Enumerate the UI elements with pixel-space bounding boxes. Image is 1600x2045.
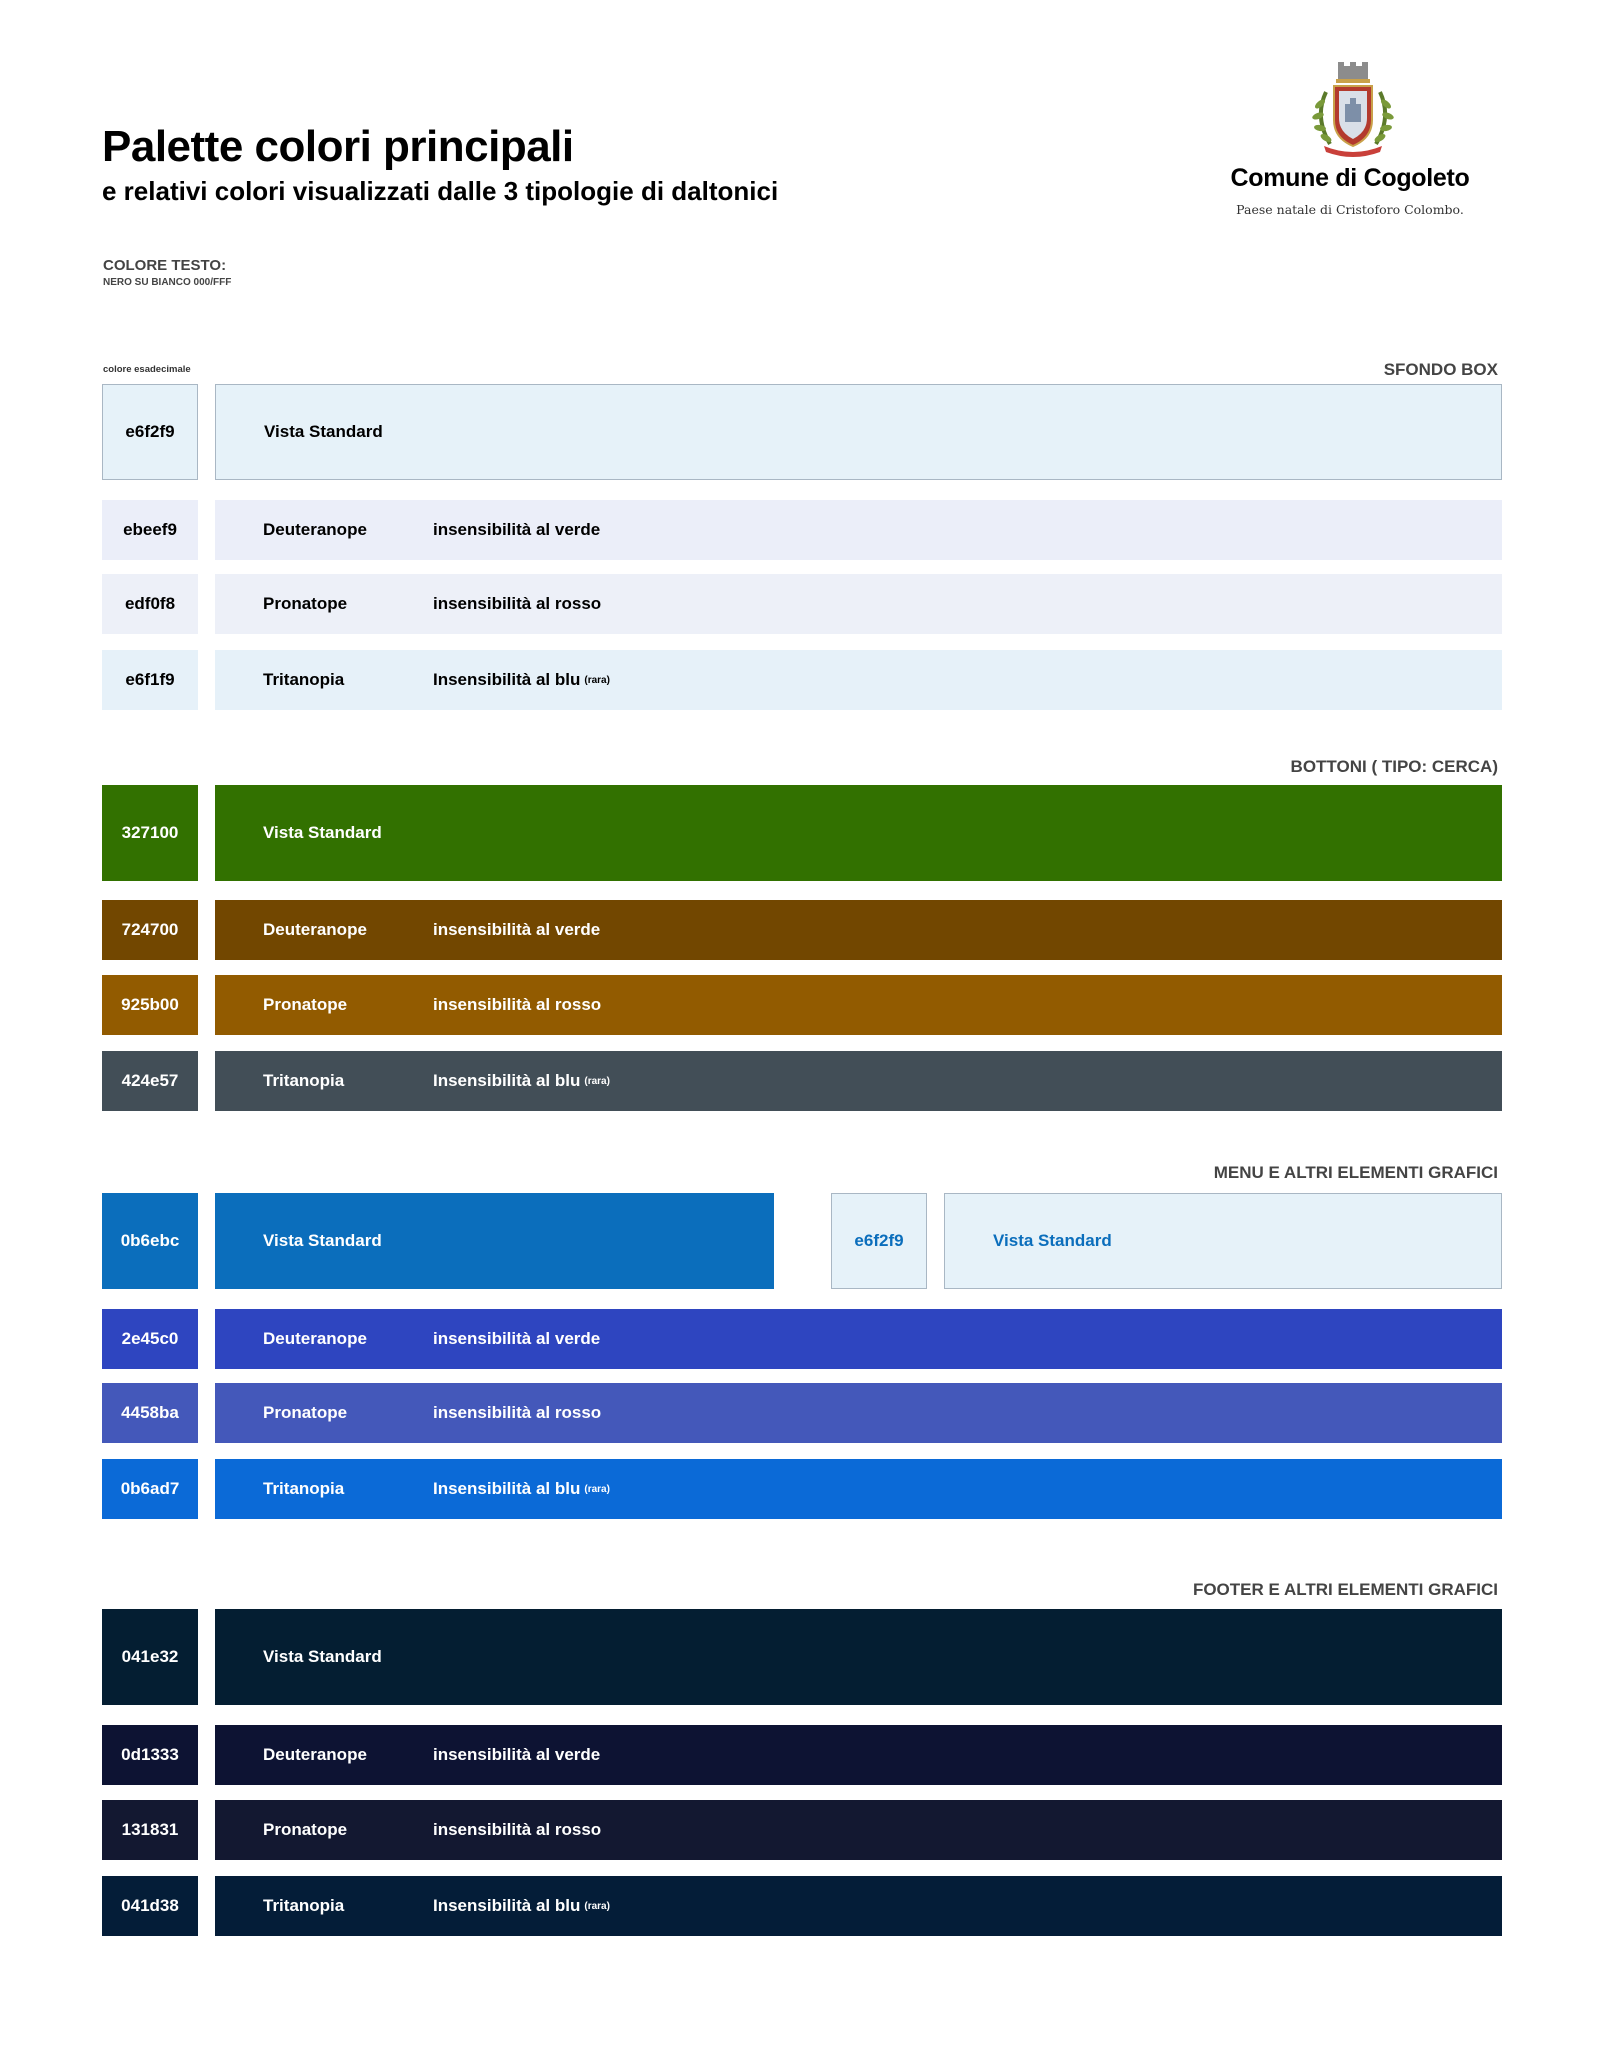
vision-label: Vista Standard (264, 422, 383, 441)
hex-code: 327100 (121, 823, 179, 842)
hex-code: 925b00 (121, 995, 179, 1014)
color-bar-footer-deuteranope (215, 1725, 1502, 1785)
color-bar-menu-tritanopia (215, 1459, 1502, 1519)
insensitivity-description (433, 520, 600, 540)
description-text: insensibilità al verde (433, 1329, 601, 1348)
vision-label: Vista Standard (993, 1231, 1112, 1250)
hex-code: 424e57 (121, 1071, 179, 1090)
org-tagline: Paese natale di Cristoforo Colombo. (1236, 202, 1464, 217)
hex-swatch-menu-extra (831, 1193, 927, 1289)
hex-code: 2e45c0 (121, 1329, 179, 1348)
insensitivity-description (433, 920, 600, 940)
vision-label: Vista Standard (263, 823, 382, 842)
color-bar-menu-pronatope (215, 1383, 1502, 1443)
hex-swatch-bottoni-tritanopia (102, 1051, 198, 1111)
description-text: insensibilità al rosso (433, 995, 602, 1014)
hex-swatch-menu-standard (102, 1193, 198, 1289)
hex-swatch-sfondo-deuteranope (102, 500, 198, 560)
vision-label: Tritanopia (263, 1479, 345, 1498)
insensitivity-description (433, 1820, 601, 1840)
vision-label: Tritanopia (263, 1896, 345, 1915)
hex-swatch-menu-deuteranope (102, 1309, 198, 1369)
hex-code: 724700 (121, 920, 179, 939)
hex-swatch-footer-tritanopia (102, 1876, 198, 1936)
color-bar-footer-standard (215, 1609, 1502, 1705)
hex-code: e6f2f9 (854, 1231, 904, 1250)
vision-label: Vista Standard (263, 1647, 382, 1666)
hex-swatch-sfondo-tritanopia (102, 650, 198, 710)
hex-swatch-footer-deuteranope (102, 1725, 198, 1785)
color-bar-footer-tritanopia (215, 1876, 1502, 1936)
section-title-menu: MENU E ALTRI ELEMENTI GRAFICI (1213, 1163, 1498, 1182)
hex-code: 131831 (121, 1820, 179, 1839)
color-bar-bottoni-pronatope (215, 975, 1502, 1035)
hex-swatch-menu-tritanopia (102, 1459, 198, 1519)
color-bar-sfondo-standard (215, 384, 1502, 480)
color-bar-sfondo-deuteranope (215, 500, 1502, 560)
org-name: Comune di Cogoleto (1230, 164, 1470, 192)
description-text: Insensibilità al blu (433, 1071, 581, 1090)
section-title-bottoni: BOTTONI ( TIPO: CERCA) (1290, 757, 1498, 776)
hex-code: 041e32 (121, 1647, 179, 1666)
color-bar-bottoni-tritanopia (215, 1051, 1502, 1111)
insensitivity-description (433, 995, 601, 1015)
description-text: insensibilità al rosso (433, 1403, 602, 1422)
insensitivity-description (433, 594, 601, 614)
vision-label: Deuteranope (263, 520, 367, 539)
description-text: insensibilità al verde (433, 520, 601, 539)
municipality-logo (1200, 62, 1500, 222)
color-bar-bottoni-standard (215, 785, 1502, 881)
insensitivity-description (433, 1479, 610, 1499)
insensitivity-description (433, 1403, 601, 1423)
description-text: Insensibilità al blu (433, 670, 581, 689)
page-subtitle: e relativi colori visualizzati dalle 3 tipologie di daltonici (102, 176, 779, 206)
rarity-note: (rara) (584, 675, 610, 687)
vision-label: Pronatope (263, 594, 348, 613)
hex-code: e6f1f9 (125, 670, 175, 689)
hex-code: 4458ba (121, 1403, 179, 1422)
insensitivity-description (433, 1745, 600, 1765)
description-text: insensibilità al verde (433, 920, 601, 939)
hex-code: ebeef9 (123, 520, 177, 539)
vision-label: Vista Standard (263, 1231, 382, 1250)
hex-swatch-footer-standard (102, 1609, 198, 1705)
section-title-sfondo: SFONDO BOX (1383, 360, 1498, 379)
rarity-note: (rara) (584, 1076, 610, 1088)
hex-code: e6f2f9 (125, 422, 175, 441)
text-color-label: COLORE TESTO: (103, 257, 227, 274)
hex-code: 0d1333 (121, 1745, 179, 1764)
hex-swatch-bottoni-pronatope (102, 975, 198, 1035)
rarity-note: (rara) (584, 1901, 610, 1913)
insensitivity-description (433, 1896, 610, 1916)
color-bar-sfondo-tritanopia (215, 650, 1502, 710)
color-bar-menu-extra (944, 1193, 1502, 1289)
rarity-note: (rara) (584, 1484, 610, 1496)
description-text: insensibilità al verde (433, 1745, 601, 1764)
insensitivity-description (433, 1329, 600, 1349)
color-bar-bottoni-deuteranope (215, 900, 1502, 960)
vision-label: Tritanopia (263, 1071, 345, 1090)
section-title-footer: FOOTER E ALTRI ELEMENTI GRAFICI (1192, 1580, 1498, 1599)
color-bar-sfondo-pronatope (215, 574, 1502, 634)
text-color-value: NERO SU BIANCO 000/FFF (103, 277, 232, 288)
vision-label: Pronatope (263, 1820, 348, 1839)
hex-swatch-bottoni-standard (102, 785, 198, 881)
hex-swatch-sfondo-pronatope (102, 574, 198, 634)
insensitivity-description (433, 1071, 610, 1091)
vision-label: Deuteranope (263, 1329, 367, 1348)
description-text: Insensibilità al blu (433, 1896, 581, 1915)
vision-label: Pronatope (263, 1403, 348, 1422)
hex-column-caption: colore esadecimale (103, 364, 191, 375)
hex-swatch-sfondo-standard (102, 384, 198, 480)
vision-label: Tritanopia (263, 670, 345, 689)
description-text: insensibilità al rosso (433, 1820, 602, 1839)
color-bar-footer-pronatope (215, 1800, 1502, 1860)
hex-code: 041d38 (121, 1896, 179, 1915)
description-text: Insensibilità al blu (433, 1479, 581, 1498)
hex-swatch-menu-pronatope (102, 1383, 198, 1443)
color-bar-menu-standard (215, 1193, 774, 1289)
hex-code: edf0f8 (124, 594, 176, 613)
insensitivity-description (433, 670, 610, 690)
color-bar-menu-deuteranope (215, 1309, 1502, 1369)
page-title: Palette colori principali (102, 122, 574, 171)
vision-label: Deuteranope (263, 920, 367, 939)
description-text: insensibilità al rosso (433, 594, 602, 613)
hex-code: 0b6ad7 (120, 1479, 180, 1498)
hex-code: 0b6ebc (120, 1231, 180, 1250)
hex-swatch-bottoni-deuteranope (102, 900, 198, 960)
hex-swatch-footer-pronatope (102, 1800, 198, 1860)
vision-label: Pronatope (263, 995, 348, 1014)
vision-label: Deuteranope (263, 1745, 367, 1764)
coat-of-arms-icon (1308, 62, 1398, 158)
